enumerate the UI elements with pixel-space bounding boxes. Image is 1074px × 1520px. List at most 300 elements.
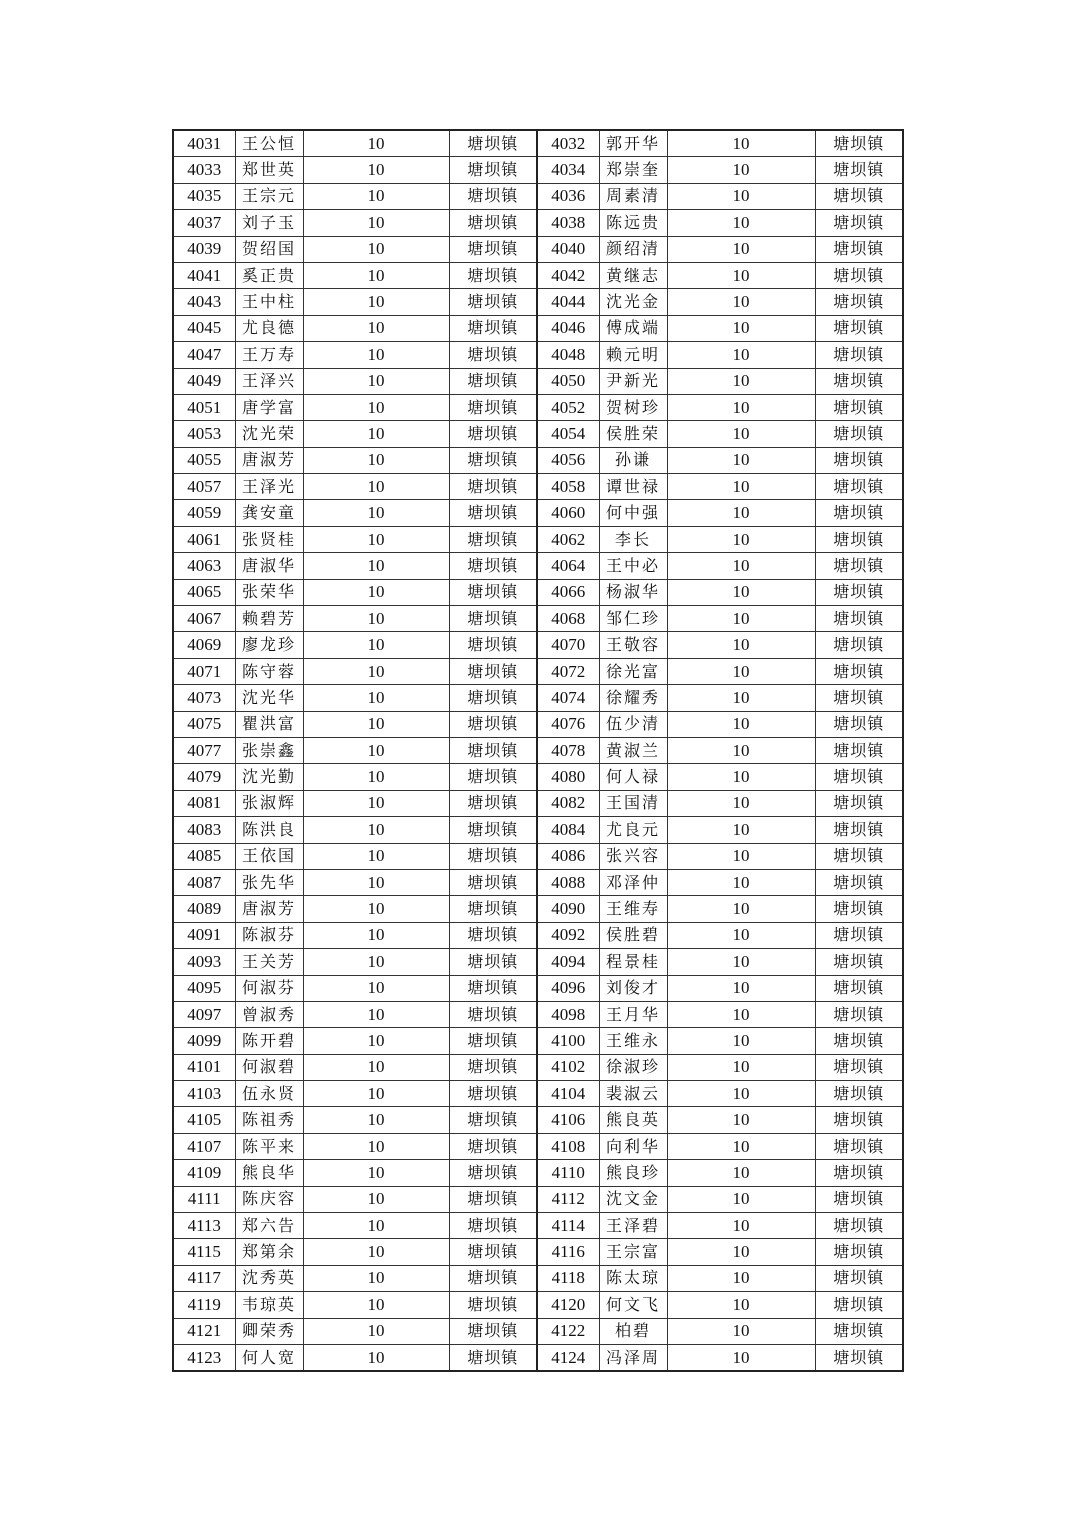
left-town-cell: 塘坝镇 bbox=[449, 1081, 537, 1107]
left-town-cell: 塘坝镇 bbox=[449, 421, 537, 447]
right-amount-cell: 10 bbox=[667, 289, 815, 315]
right-number-cell: 4116 bbox=[537, 1239, 599, 1265]
table-row bbox=[173, 1160, 903, 1186]
right-name-cell: 王泽碧 bbox=[599, 1213, 667, 1239]
left-town-cell: 塘坝镇 bbox=[449, 869, 537, 895]
right-number-cell: 4102 bbox=[537, 1054, 599, 1080]
left-number-cell: 4101 bbox=[173, 1054, 235, 1080]
left-number-cell: 4075 bbox=[173, 711, 235, 737]
left-town-cell: 塘坝镇 bbox=[449, 315, 537, 341]
left-amount-cell: 10 bbox=[303, 869, 449, 895]
right-number-cell: 4114 bbox=[537, 1213, 599, 1239]
left-number-cell: 4031 bbox=[173, 130, 235, 157]
right-number-cell: 4066 bbox=[537, 579, 599, 605]
left-number-cell: 4095 bbox=[173, 975, 235, 1001]
right-number-cell: 4122 bbox=[537, 1318, 599, 1344]
left-number-cell: 4107 bbox=[173, 1133, 235, 1159]
table-row bbox=[173, 210, 903, 236]
right-number-cell: 4032 bbox=[537, 130, 599, 157]
left-number-cell: 4123 bbox=[173, 1344, 235, 1371]
right-town-cell: 塘坝镇 bbox=[815, 500, 903, 526]
left-town-cell: 塘坝镇 bbox=[449, 289, 537, 315]
left-town-cell: 塘坝镇 bbox=[449, 843, 537, 869]
right-amount-cell: 10 bbox=[667, 157, 815, 183]
left-amount-cell: 10 bbox=[303, 1054, 449, 1080]
left-town-cell: 塘坝镇 bbox=[449, 1292, 537, 1318]
right-town-cell: 塘坝镇 bbox=[815, 711, 903, 737]
right-name-cell: 何中强 bbox=[599, 500, 667, 526]
right-amount-cell: 10 bbox=[667, 790, 815, 816]
left-amount-cell: 10 bbox=[303, 975, 449, 1001]
right-town-cell: 塘坝镇 bbox=[815, 1292, 903, 1318]
left-town-cell: 塘坝镇 bbox=[449, 157, 537, 183]
table-row bbox=[173, 130, 903, 157]
left-number-cell: 4089 bbox=[173, 896, 235, 922]
right-town-cell: 塘坝镇 bbox=[815, 1107, 903, 1133]
right-amount-cell: 10 bbox=[667, 764, 815, 790]
left-name-cell: 张先华 bbox=[235, 869, 303, 895]
right-town-cell: 塘坝镇 bbox=[815, 1344, 903, 1371]
right-town-cell: 塘坝镇 bbox=[815, 949, 903, 975]
right-amount-cell: 10 bbox=[667, 869, 815, 895]
right-amount-cell: 10 bbox=[667, 817, 815, 843]
left-amount-cell: 10 bbox=[303, 1344, 449, 1371]
table-row bbox=[173, 1292, 903, 1318]
right-name-cell: 王维永 bbox=[599, 1028, 667, 1054]
table-row bbox=[173, 896, 903, 922]
left-amount-cell: 10 bbox=[303, 368, 449, 394]
left-number-cell: 4079 bbox=[173, 764, 235, 790]
right-amount-cell: 10 bbox=[667, 236, 815, 262]
right-number-cell: 4084 bbox=[537, 817, 599, 843]
right-amount-cell: 10 bbox=[667, 1265, 815, 1291]
left-name-cell: 何淑芬 bbox=[235, 975, 303, 1001]
right-name-cell: 侯胜碧 bbox=[599, 922, 667, 948]
right-town-cell: 塘坝镇 bbox=[815, 421, 903, 447]
left-amount-cell: 10 bbox=[303, 157, 449, 183]
right-name-cell: 侯胜荣 bbox=[599, 421, 667, 447]
left-amount-cell: 10 bbox=[303, 447, 449, 473]
left-name-cell: 张贤桂 bbox=[235, 526, 303, 552]
left-number-cell: 4097 bbox=[173, 1001, 235, 1027]
left-town-cell: 塘坝镇 bbox=[449, 553, 537, 579]
table-row bbox=[173, 262, 903, 288]
left-town-cell: 塘坝镇 bbox=[449, 394, 537, 420]
right-number-cell: 4072 bbox=[537, 658, 599, 684]
right-amount-cell: 10 bbox=[667, 737, 815, 763]
left-number-cell: 4111 bbox=[173, 1186, 235, 1212]
right-amount-cell: 10 bbox=[667, 606, 815, 632]
left-amount-cell: 10 bbox=[303, 1081, 449, 1107]
left-number-cell: 4069 bbox=[173, 632, 235, 658]
left-town-cell: 塘坝镇 bbox=[449, 262, 537, 288]
right-number-cell: 4042 bbox=[537, 262, 599, 288]
table-row bbox=[173, 579, 903, 605]
right-town-cell: 塘坝镇 bbox=[815, 474, 903, 500]
left-name-cell: 何淑碧 bbox=[235, 1054, 303, 1080]
left-name-cell: 张淑辉 bbox=[235, 790, 303, 816]
right-name-cell: 刘俊才 bbox=[599, 975, 667, 1001]
right-name-cell: 傅成端 bbox=[599, 315, 667, 341]
left-name-cell: 瞿洪富 bbox=[235, 711, 303, 737]
left-number-cell: 4055 bbox=[173, 447, 235, 473]
left-amount-cell: 10 bbox=[303, 183, 449, 209]
right-amount-cell: 10 bbox=[667, 553, 815, 579]
left-name-cell: 沈秀英 bbox=[235, 1265, 303, 1291]
table-row bbox=[173, 790, 903, 816]
left-name-cell: 沈光荣 bbox=[235, 421, 303, 447]
table-row bbox=[173, 685, 903, 711]
right-number-cell: 4106 bbox=[537, 1107, 599, 1133]
table-row bbox=[173, 606, 903, 632]
left-town-cell: 塘坝镇 bbox=[449, 1107, 537, 1133]
left-name-cell: 王泽光 bbox=[235, 474, 303, 500]
left-amount-cell: 10 bbox=[303, 658, 449, 684]
left-number-cell: 4113 bbox=[173, 1213, 235, 1239]
right-name-cell: 徐淑珍 bbox=[599, 1054, 667, 1080]
left-town-cell: 塘坝镇 bbox=[449, 130, 537, 157]
left-town-cell: 塘坝镇 bbox=[449, 658, 537, 684]
left-amount-cell: 10 bbox=[303, 737, 449, 763]
right-amount-cell: 10 bbox=[667, 1318, 815, 1344]
left-amount-cell: 10 bbox=[303, 1213, 449, 1239]
table-row bbox=[173, 1213, 903, 1239]
left-town-cell: 塘坝镇 bbox=[449, 1318, 537, 1344]
right-amount-cell: 10 bbox=[667, 1292, 815, 1318]
right-name-cell: 尤良元 bbox=[599, 817, 667, 843]
table-row bbox=[173, 975, 903, 1001]
right-amount-cell: 10 bbox=[667, 1239, 815, 1265]
left-town-cell: 塘坝镇 bbox=[449, 922, 537, 948]
table-row bbox=[173, 949, 903, 975]
right-amount-cell: 10 bbox=[667, 949, 815, 975]
left-name-cell: 王依国 bbox=[235, 843, 303, 869]
left-town-cell: 塘坝镇 bbox=[449, 632, 537, 658]
right-amount-cell: 10 bbox=[667, 1186, 815, 1212]
right-town-cell: 塘坝镇 bbox=[815, 368, 903, 394]
table-row bbox=[173, 922, 903, 948]
left-number-cell: 4043 bbox=[173, 289, 235, 315]
left-name-cell: 郑六告 bbox=[235, 1213, 303, 1239]
right-name-cell: 邓泽仲 bbox=[599, 869, 667, 895]
right-number-cell: 4038 bbox=[537, 210, 599, 236]
right-number-cell: 4034 bbox=[537, 157, 599, 183]
left-number-cell: 4049 bbox=[173, 368, 235, 394]
right-name-cell: 邹仁珍 bbox=[599, 606, 667, 632]
left-town-cell: 塘坝镇 bbox=[449, 685, 537, 711]
right-amount-cell: 10 bbox=[667, 658, 815, 684]
left-number-cell: 4033 bbox=[173, 157, 235, 183]
table-row bbox=[173, 1239, 903, 1265]
right-town-cell: 塘坝镇 bbox=[815, 1001, 903, 1027]
right-number-cell: 4094 bbox=[537, 949, 599, 975]
right-amount-cell: 10 bbox=[667, 421, 815, 447]
left-name-cell: 赖碧芳 bbox=[235, 606, 303, 632]
right-town-cell: 塘坝镇 bbox=[815, 447, 903, 473]
right-amount-cell: 10 bbox=[667, 1344, 815, 1371]
right-name-cell: 杨淑华 bbox=[599, 579, 667, 605]
right-name-cell: 郑崇奎 bbox=[599, 157, 667, 183]
left-amount-cell: 10 bbox=[303, 210, 449, 236]
right-name-cell: 郭开华 bbox=[599, 130, 667, 157]
right-number-cell: 4098 bbox=[537, 1001, 599, 1027]
right-name-cell: 谭世禄 bbox=[599, 474, 667, 500]
left-name-cell: 卿荣秀 bbox=[235, 1318, 303, 1344]
table-row bbox=[173, 1001, 903, 1027]
right-town-cell: 塘坝镇 bbox=[815, 157, 903, 183]
left-name-cell: 奚正贵 bbox=[235, 262, 303, 288]
right-number-cell: 4090 bbox=[537, 896, 599, 922]
left-amount-cell: 10 bbox=[303, 843, 449, 869]
right-town-cell: 塘坝镇 bbox=[815, 1186, 903, 1212]
table-row bbox=[173, 157, 903, 183]
right-town-cell: 塘坝镇 bbox=[815, 526, 903, 552]
table-row bbox=[173, 526, 903, 552]
right-number-cell: 4104 bbox=[537, 1081, 599, 1107]
left-number-cell: 4045 bbox=[173, 315, 235, 341]
right-amount-cell: 10 bbox=[667, 1160, 815, 1186]
left-amount-cell: 10 bbox=[303, 1265, 449, 1291]
table-row bbox=[173, 1186, 903, 1212]
right-amount-cell: 10 bbox=[667, 1081, 815, 1107]
table-row bbox=[173, 289, 903, 315]
right-town-cell: 塘坝镇 bbox=[815, 1081, 903, 1107]
roster-table bbox=[172, 129, 904, 1372]
left-name-cell: 曾淑秀 bbox=[235, 1001, 303, 1027]
table-row bbox=[173, 1265, 903, 1291]
left-amount-cell: 10 bbox=[303, 790, 449, 816]
table-row bbox=[173, 421, 903, 447]
right-number-cell: 4054 bbox=[537, 421, 599, 447]
right-town-cell: 塘坝镇 bbox=[815, 289, 903, 315]
left-amount-cell: 10 bbox=[303, 632, 449, 658]
right-number-cell: 4082 bbox=[537, 790, 599, 816]
right-number-cell: 4050 bbox=[537, 368, 599, 394]
table-row bbox=[173, 1344, 903, 1371]
left-number-cell: 4047 bbox=[173, 342, 235, 368]
left-name-cell: 王泽兴 bbox=[235, 368, 303, 394]
left-name-cell: 王中柱 bbox=[235, 289, 303, 315]
left-amount-cell: 10 bbox=[303, 579, 449, 605]
left-number-cell: 4057 bbox=[173, 474, 235, 500]
table-row bbox=[173, 711, 903, 737]
right-name-cell: 颜绍清 bbox=[599, 236, 667, 262]
left-number-cell: 4121 bbox=[173, 1318, 235, 1344]
left-town-cell: 塘坝镇 bbox=[449, 500, 537, 526]
right-name-cell: 沈光金 bbox=[599, 289, 667, 315]
right-name-cell: 王敬容 bbox=[599, 632, 667, 658]
right-name-cell: 孙谦 bbox=[599, 447, 667, 473]
right-town-cell: 塘坝镇 bbox=[815, 843, 903, 869]
right-name-cell: 徐耀秀 bbox=[599, 685, 667, 711]
table-row bbox=[173, 183, 903, 209]
right-town-cell: 塘坝镇 bbox=[815, 553, 903, 579]
right-town-cell: 塘坝镇 bbox=[815, 737, 903, 763]
left-amount-cell: 10 bbox=[303, 1318, 449, 1344]
left-amount-cell: 10 bbox=[303, 421, 449, 447]
right-town-cell: 塘坝镇 bbox=[815, 130, 903, 157]
right-amount-cell: 10 bbox=[667, 315, 815, 341]
right-name-cell: 徐光富 bbox=[599, 658, 667, 684]
right-amount-cell: 10 bbox=[667, 1054, 815, 1080]
left-amount-cell: 10 bbox=[303, 711, 449, 737]
left-name-cell: 张荣华 bbox=[235, 579, 303, 605]
table-row bbox=[173, 764, 903, 790]
left-amount-cell: 10 bbox=[303, 1133, 449, 1159]
left-town-cell: 塘坝镇 bbox=[449, 447, 537, 473]
right-amount-cell: 10 bbox=[667, 1001, 815, 1027]
right-name-cell: 李长 bbox=[599, 526, 667, 552]
right-amount-cell: 10 bbox=[667, 130, 815, 157]
left-name-cell: 王万寿 bbox=[235, 342, 303, 368]
left-town-cell: 塘坝镇 bbox=[449, 1133, 537, 1159]
right-name-cell: 伍少清 bbox=[599, 711, 667, 737]
right-number-cell: 4112 bbox=[537, 1186, 599, 1212]
left-amount-cell: 10 bbox=[303, 394, 449, 420]
right-town-cell: 塘坝镇 bbox=[815, 183, 903, 209]
left-name-cell: 廖龙珍 bbox=[235, 632, 303, 658]
table-row bbox=[173, 394, 903, 420]
left-number-cell: 4041 bbox=[173, 262, 235, 288]
right-town-cell: 塘坝镇 bbox=[815, 394, 903, 420]
roster-body bbox=[173, 130, 903, 1371]
left-amount-cell: 10 bbox=[303, 526, 449, 552]
left-number-cell: 4059 bbox=[173, 500, 235, 526]
right-amount-cell: 10 bbox=[667, 526, 815, 552]
left-amount-cell: 10 bbox=[303, 1028, 449, 1054]
right-name-cell: 向利华 bbox=[599, 1133, 667, 1159]
right-number-cell: 4100 bbox=[537, 1028, 599, 1054]
left-name-cell: 陈庆容 bbox=[235, 1186, 303, 1212]
left-amount-cell: 10 bbox=[303, 315, 449, 341]
table-row bbox=[173, 737, 903, 763]
left-number-cell: 4039 bbox=[173, 236, 235, 262]
right-amount-cell: 10 bbox=[667, 500, 815, 526]
left-number-cell: 4105 bbox=[173, 1107, 235, 1133]
right-name-cell: 贺树珍 bbox=[599, 394, 667, 420]
left-amount-cell: 10 bbox=[303, 1107, 449, 1133]
left-name-cell: 唐淑华 bbox=[235, 553, 303, 579]
table-row bbox=[173, 315, 903, 341]
right-amount-cell: 10 bbox=[667, 922, 815, 948]
right-number-cell: 4096 bbox=[537, 975, 599, 1001]
right-number-cell: 4070 bbox=[537, 632, 599, 658]
left-amount-cell: 10 bbox=[303, 262, 449, 288]
right-town-cell: 塘坝镇 bbox=[815, 1265, 903, 1291]
right-amount-cell: 10 bbox=[667, 447, 815, 473]
right-number-cell: 4064 bbox=[537, 553, 599, 579]
left-name-cell: 王宗元 bbox=[235, 183, 303, 209]
right-amount-cell: 10 bbox=[667, 474, 815, 500]
right-amount-cell: 10 bbox=[667, 1213, 815, 1239]
right-name-cell: 黄继志 bbox=[599, 262, 667, 288]
right-number-cell: 4120 bbox=[537, 1292, 599, 1318]
left-amount-cell: 10 bbox=[303, 1001, 449, 1027]
left-name-cell: 陈祖秀 bbox=[235, 1107, 303, 1133]
left-amount-cell: 10 bbox=[303, 922, 449, 948]
left-town-cell: 塘坝镇 bbox=[449, 764, 537, 790]
left-number-cell: 4061 bbox=[173, 526, 235, 552]
right-amount-cell: 10 bbox=[667, 579, 815, 605]
left-name-cell: 张崇鑫 bbox=[235, 737, 303, 763]
table-row bbox=[173, 658, 903, 684]
right-name-cell: 尹新光 bbox=[599, 368, 667, 394]
left-number-cell: 4037 bbox=[173, 210, 235, 236]
right-amount-cell: 10 bbox=[667, 1133, 815, 1159]
right-amount-cell: 10 bbox=[667, 711, 815, 737]
left-town-cell: 塘坝镇 bbox=[449, 1239, 537, 1265]
left-name-cell: 刘子玉 bbox=[235, 210, 303, 236]
table-row bbox=[173, 236, 903, 262]
left-name-cell: 陈守蓉 bbox=[235, 658, 303, 684]
right-number-cell: 4076 bbox=[537, 711, 599, 737]
right-number-cell: 4068 bbox=[537, 606, 599, 632]
table-row bbox=[173, 1107, 903, 1133]
right-amount-cell: 10 bbox=[667, 262, 815, 288]
right-name-cell: 陈远贵 bbox=[599, 210, 667, 236]
left-town-cell: 塘坝镇 bbox=[449, 1213, 537, 1239]
left-amount-cell: 10 bbox=[303, 606, 449, 632]
left-amount-cell: 10 bbox=[303, 500, 449, 526]
right-name-cell: 裴淑云 bbox=[599, 1081, 667, 1107]
right-amount-cell: 10 bbox=[667, 1107, 815, 1133]
left-name-cell: 陈平来 bbox=[235, 1133, 303, 1159]
left-number-cell: 4067 bbox=[173, 606, 235, 632]
left-town-cell: 塘坝镇 bbox=[449, 236, 537, 262]
left-number-cell: 4035 bbox=[173, 183, 235, 209]
left-amount-cell: 10 bbox=[303, 949, 449, 975]
left-town-cell: 塘坝镇 bbox=[449, 896, 537, 922]
right-name-cell: 柏碧 bbox=[599, 1318, 667, 1344]
table-row bbox=[173, 368, 903, 394]
left-number-cell: 4099 bbox=[173, 1028, 235, 1054]
right-town-cell: 塘坝镇 bbox=[815, 342, 903, 368]
right-name-cell: 黄淑兰 bbox=[599, 737, 667, 763]
left-number-cell: 4063 bbox=[173, 553, 235, 579]
left-number-cell: 4117 bbox=[173, 1265, 235, 1291]
right-town-cell: 塘坝镇 bbox=[815, 579, 903, 605]
right-number-cell: 4060 bbox=[537, 500, 599, 526]
left-number-cell: 4077 bbox=[173, 737, 235, 763]
left-amount-cell: 10 bbox=[303, 342, 449, 368]
left-amount-cell: 10 bbox=[303, 896, 449, 922]
right-number-cell: 4080 bbox=[537, 764, 599, 790]
left-number-cell: 4053 bbox=[173, 421, 235, 447]
right-town-cell: 塘坝镇 bbox=[815, 869, 903, 895]
right-town-cell: 塘坝镇 bbox=[815, 1054, 903, 1080]
left-amount-cell: 10 bbox=[303, 764, 449, 790]
left-amount-cell: 10 bbox=[303, 289, 449, 315]
left-name-cell: 王公恒 bbox=[235, 130, 303, 157]
left-number-cell: 4103 bbox=[173, 1081, 235, 1107]
right-amount-cell: 10 bbox=[667, 210, 815, 236]
right-number-cell: 4088 bbox=[537, 869, 599, 895]
right-town-cell: 塘坝镇 bbox=[815, 1318, 903, 1344]
left-name-cell: 韦琼英 bbox=[235, 1292, 303, 1318]
left-town-cell: 塘坝镇 bbox=[449, 737, 537, 763]
left-number-cell: 4073 bbox=[173, 685, 235, 711]
left-name-cell: 唐淑芳 bbox=[235, 896, 303, 922]
right-town-cell: 塘坝镇 bbox=[815, 764, 903, 790]
right-number-cell: 4062 bbox=[537, 526, 599, 552]
left-town-cell: 塘坝镇 bbox=[449, 1344, 537, 1371]
right-amount-cell: 10 bbox=[667, 183, 815, 209]
left-name-cell: 尤良德 bbox=[235, 315, 303, 341]
right-number-cell: 4118 bbox=[537, 1265, 599, 1291]
right-town-cell: 塘坝镇 bbox=[815, 658, 903, 684]
right-number-cell: 4058 bbox=[537, 474, 599, 500]
left-number-cell: 4065 bbox=[173, 579, 235, 605]
